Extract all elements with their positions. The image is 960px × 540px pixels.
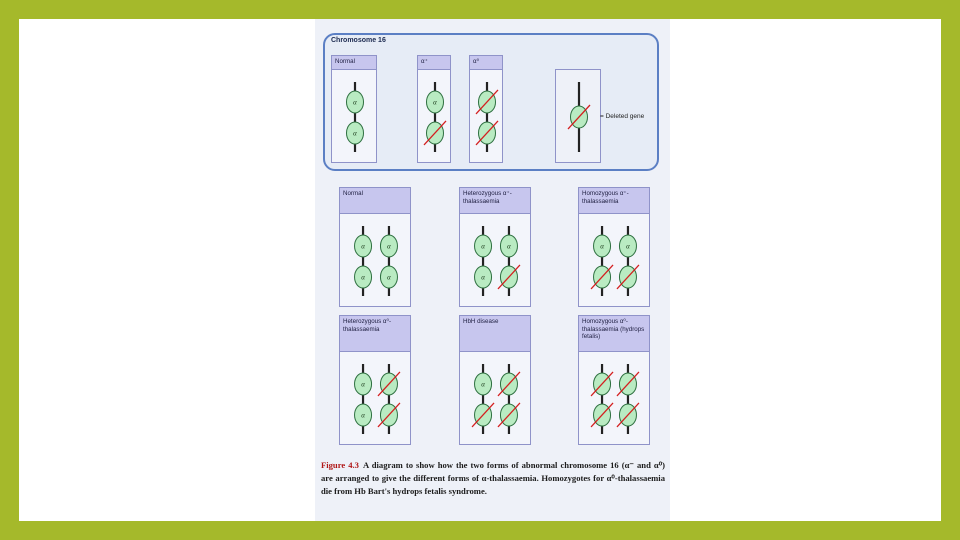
gene-label: α <box>361 380 365 389</box>
alpha-gene <box>380 235 397 257</box>
genotype-normal <box>339 187 411 307</box>
gene-label: α <box>481 242 485 251</box>
alpha-gene <box>619 235 636 257</box>
caption-text: A diagram to show how the two forms of abnormal chromosome 16 (α⁻ and α⁰) are arranged to give the different forms of α-thalassaemia. Homozygotes for α⁰-thalassaemia die from Hb Bart's hydrops fetalis syndrome. <box>321 460 666 496</box>
chromosome-strand <box>617 364 639 434</box>
gene-label: α <box>507 242 511 251</box>
gene-label: α <box>361 411 365 420</box>
deleted-gene <box>476 121 498 145</box>
genotype-label: Heterozygous α⁰-thalassaemia <box>340 316 410 352</box>
chromosome-strand <box>476 82 498 152</box>
alpha-gene <box>475 373 492 395</box>
deleted-gene <box>617 403 639 427</box>
alpha-gene <box>500 235 517 257</box>
deleted-gene <box>498 403 520 427</box>
deleted-gene <box>617 372 639 396</box>
chromosome-strand <box>498 364 520 434</box>
deleted-gene <box>591 372 613 396</box>
chromosome <box>418 70 452 164</box>
deleted-gene <box>378 372 400 396</box>
deleted-gene <box>568 105 590 129</box>
alpha-gene <box>355 235 372 257</box>
chromosome-strand <box>591 364 613 434</box>
gene-label: α <box>361 273 365 282</box>
gene-label: α <box>387 273 391 282</box>
gene-label: α <box>361 242 365 251</box>
chromosome-pair <box>340 352 412 446</box>
deleted-gene-legend <box>556 70 602 164</box>
alpha-gene <box>594 235 611 257</box>
chromosome-pair <box>579 214 651 308</box>
chromosome <box>470 70 504 164</box>
genotype-hbh-disease <box>459 315 531 445</box>
legend-panel <box>555 69 645 163</box>
deleted-gene <box>476 90 498 114</box>
genotype-homozygous-alpha-zero <box>578 315 650 445</box>
chromosome-pair <box>460 352 532 446</box>
genotype-heterozygous-alpha-zero <box>339 315 411 445</box>
chromosome-strand <box>378 364 400 434</box>
alpha-gene <box>347 91 364 113</box>
chromosome-strand <box>475 226 492 296</box>
deleted-gene <box>424 121 446 145</box>
slide <box>19 19 941 521</box>
deleted-gene <box>472 403 494 427</box>
deleted-gene <box>617 265 639 289</box>
genotype-label: Heterozygous α⁺-thalassaemia <box>460 188 530 214</box>
genotype-label: Homozygous α⁺-thalassaemia <box>579 188 649 214</box>
chromosome-strand <box>380 226 397 296</box>
deleted-gene <box>498 372 520 396</box>
chromosome-strand <box>355 226 372 296</box>
deleted-gene <box>591 403 613 427</box>
gene-label: α <box>433 98 437 107</box>
genotype-label: Normal <box>340 188 410 214</box>
alpha-gene <box>355 404 372 426</box>
chromosome-pair <box>460 214 532 308</box>
chromosome <box>332 70 378 164</box>
genotype-label: Homozygous α⁰-thalassaemia (hydrops fetalis) <box>579 316 649 352</box>
gene-label: α <box>387 242 391 251</box>
legend-text: = Deleted gene <box>600 113 645 120</box>
alpha-gene <box>427 91 444 113</box>
chromosome-strand <box>617 226 639 296</box>
chromosome-strand <box>355 364 372 434</box>
deleted-gene <box>498 265 520 289</box>
chromosome-type-label: Normal <box>332 56 376 70</box>
deleted-gene <box>591 265 613 289</box>
alpha-gene <box>475 235 492 257</box>
gene-label: α <box>481 380 485 389</box>
figure-label: Figure 4.3 <box>321 460 359 470</box>
chromosome-strand <box>498 226 520 296</box>
chromosome-box-title: Chromosome 16 <box>331 37 386 44</box>
gene-label: α <box>353 98 357 107</box>
genotype-homozygous-alpha-plus <box>578 187 650 307</box>
alpha-gene <box>347 122 364 144</box>
chromosome-strand <box>591 226 613 296</box>
gene-label: α <box>481 273 485 282</box>
chromosome-type-alpha-plus <box>417 55 451 163</box>
figure <box>315 19 670 521</box>
chromosome-type-label: α⁰ <box>470 56 502 70</box>
chromosome-strand <box>472 364 494 434</box>
chromosome-type-alpha-zero <box>469 55 503 163</box>
genotype-label: HbH disease <box>460 316 530 352</box>
alpha-gene <box>475 266 492 288</box>
chromosome-strand <box>568 82 590 152</box>
figure-caption <box>321 459 665 498</box>
gene-label: α <box>600 242 604 251</box>
alpha-gene <box>380 266 397 288</box>
chromosome-strand <box>424 82 446 152</box>
deleted-gene <box>378 403 400 427</box>
gene-label: α <box>353 129 357 138</box>
chromosome-type-normal <box>331 55 377 163</box>
chromosome-pair <box>579 352 651 446</box>
chromosome-pair <box>340 214 412 308</box>
alpha-gene <box>355 266 372 288</box>
chromosome-strand <box>347 82 364 152</box>
genotype-heterozygous-alpha-plus <box>459 187 531 307</box>
gene-label: α <box>626 242 630 251</box>
chromosome-16-box <box>323 33 659 171</box>
alpha-gene <box>355 373 372 395</box>
chromosome-type-label: α⁺ <box>418 56 450 70</box>
